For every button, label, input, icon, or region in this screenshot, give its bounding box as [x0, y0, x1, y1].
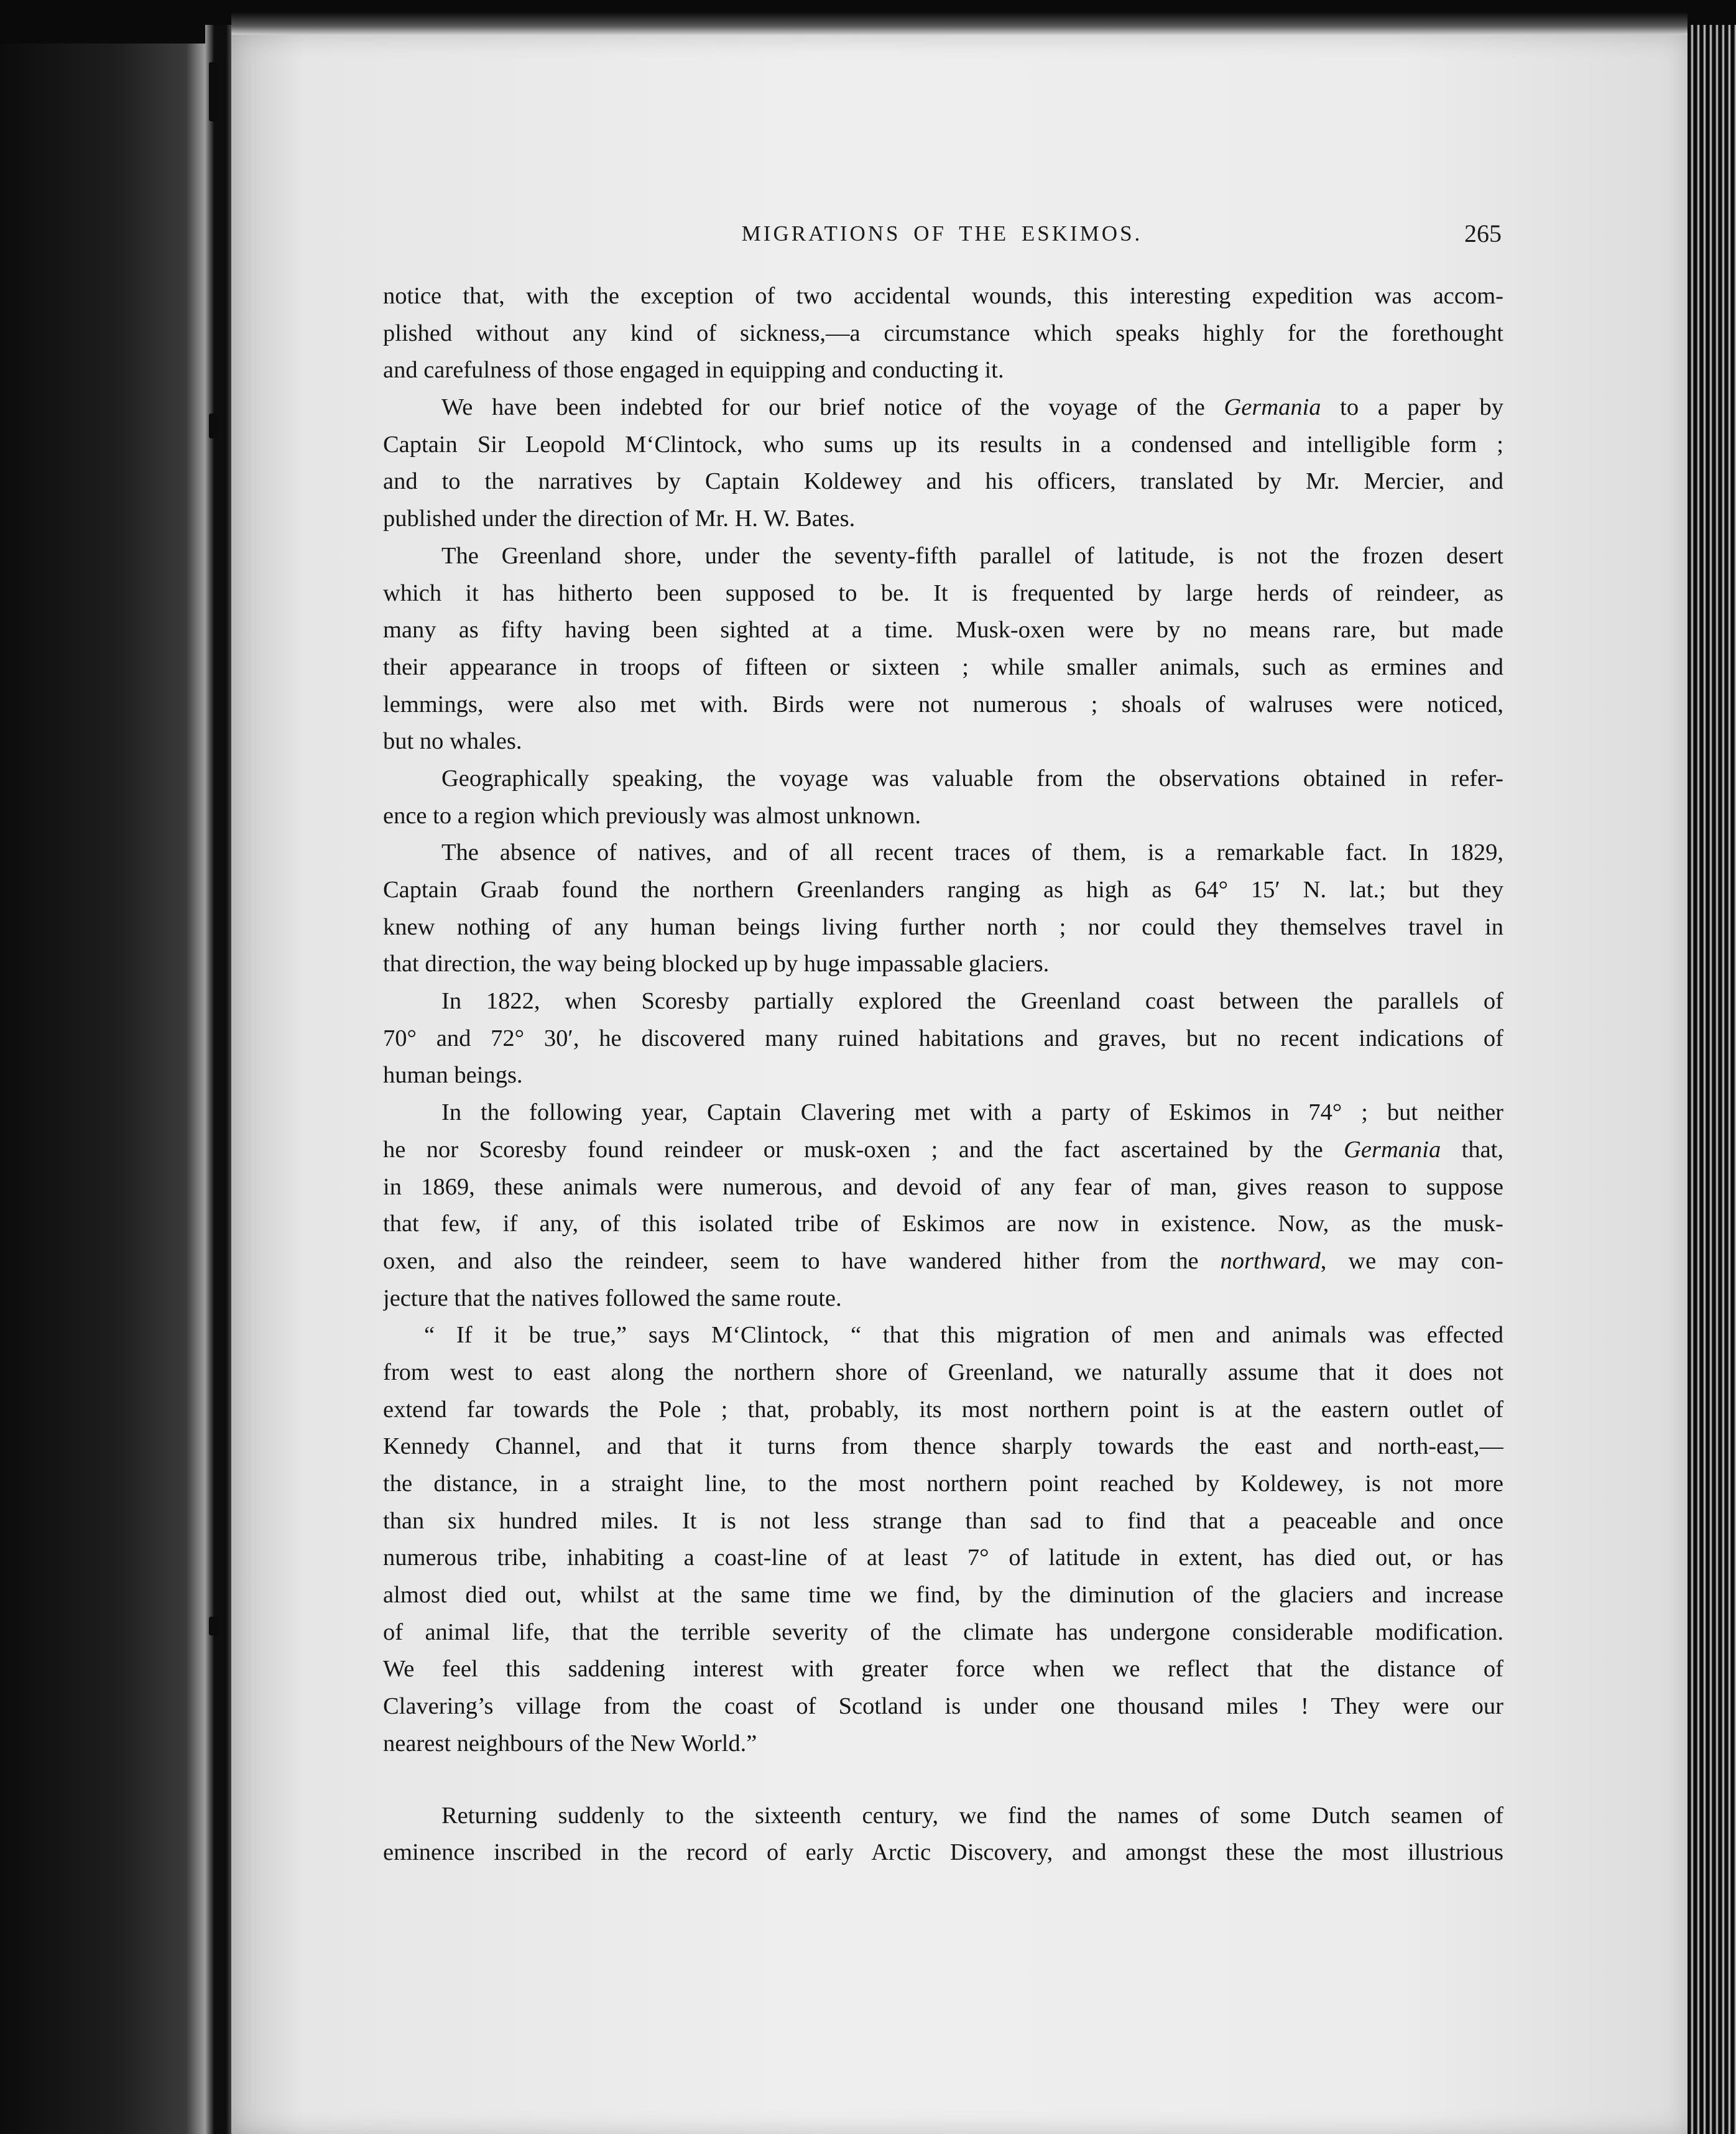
left-facing-page: [0, 44, 211, 2134]
text-line: We feel this saddening interest with greater force when we reflect that the distance of: [383, 1656, 1503, 1683]
text-line: that few, if any, of this isolated tribe of Eskimos are now in existence. Now, as the musk-: [383, 1211, 1503, 1237]
text-line: 70° and 72° 30′, he discovered many ruined habitations and graves, but no recent indications of: [383, 1025, 1503, 1051]
book-gutter: [205, 25, 235, 2134]
text-line: their appearance in troops of fifteen or sixteen ; while smaller animals, such as ermines and: [383, 654, 1503, 680]
text-line: many as fifty having been sighted at a time. Musk-oxen were by no means rare, but made: [383, 617, 1503, 644]
page-number: 265: [1464, 219, 1502, 247]
text-line: oxen, and also the reindeer, seem to have wandered hither from the northward, we may con-: [383, 1247, 1503, 1274]
binding-thread-mark: [209, 1617, 218, 1635]
text-line: In the following year, Captain Clavering met with a party of Eskimos in 74° ; but neither: [441, 1099, 1503, 1126]
binding-thread-mark: [209, 62, 218, 121]
page-header: [382, 221, 1502, 259]
text-line: The absence of natives, and of all recent traces of them, is a remarkable fact. In 1829,: [441, 839, 1503, 866]
text-line: plished without any kind of sickness,—a circumstance which speaks highly for the forethought: [383, 320, 1503, 346]
text-line: knew nothing of any human beings living further north ; nor could they themselves travel in: [383, 913, 1503, 940]
text-line: and to the narratives by Captain Koldewey and his officers, translated by Mr. Mercier, and: [383, 468, 1503, 495]
text-line: “ If it be true,” says M‘Clintock, “ that this migration of men and animals was effected: [424, 1322, 1503, 1349]
text-line: Captain Graab found the northern Greenlanders ranging as high as 64° 15′ N. lat.; but they: [383, 877, 1503, 903]
text-line: numerous tribe, inhabiting a coast-line of at least 7° of latitude in extent, has died out, or has: [383, 1545, 1503, 1571]
text-line: extend far towards the Pole ; that, probably, its most northern point is at the eastern outlet of: [383, 1396, 1503, 1423]
text-line: but no whales.: [383, 728, 522, 755]
body-text: [383, 278, 1503, 1872]
text-line: Kennedy Channel, and that it turns from thence sharply towards the east and north-east,—: [383, 1433, 1503, 1460]
text-line: eminence inscribed in the record of early Arctic Discovery, and amongst these the most illustrious: [383, 1839, 1503, 1866]
text-line: Captain Sir Leopold M‘Clintock, who sums up its results in a condensed and intelligible form ;: [383, 431, 1503, 458]
text-line: from west to east along the northern shore of Greenland, we naturally assume that it does not: [383, 1359, 1503, 1385]
running-head: MIGRATIONS OF THE ESKIMOS.: [741, 221, 1143, 246]
text-line: that direction, the way being blocked up by huge impassable glaciers.: [383, 951, 1050, 977]
text-line: We have been indebted for our brief notice of the voyage of the Germania to a paper by: [441, 394, 1503, 421]
text-line: and carefulness of those engaged in equipping and conducting it.: [383, 357, 1004, 384]
text-line: in 1869, these animals were numerous, and devoid of any fear of man, gives reason to suppose: [383, 1173, 1503, 1200]
text-line: published under the direction of Mr. H. W. Bates.: [383, 506, 856, 532]
text-line: than six hundred miles. It is not less strange than sad to find that a peaceable and once: [383, 1507, 1503, 1534]
text-line: notice that, with the exception of two accidental wounds, this interesting expedition was accom-: [383, 283, 1503, 309]
text-line: Geographically speaking, the voyage was valuable from the observations obtained in refer-: [441, 765, 1503, 792]
page-top-edge: [231, 12, 1688, 35]
text-line: lemmings, were also met with. Birds were not numerous ; shoals of walruses were noticed,: [383, 691, 1503, 718]
text-line: of animal life, that the terrible severity of the climate has undergone considerable modification.: [383, 1619, 1503, 1645]
text-line: In 1822, when Scoresby partially explored the Greenland coast between the parallels of: [441, 988, 1503, 1015]
page-stack-edges: [1688, 25, 1736, 2134]
text-line: he nor Scoresby found reindeer or musk-oxen ; and the fact ascertained by the Germania that,: [383, 1136, 1503, 1163]
text-line: The Greenland shore, under the seventy-fifth parallel of latitude, is not the frozen desert: [441, 542, 1503, 569]
text-line: Clavering’s village from the coast of Scotland is under one thousand miles ! They were our: [383, 1693, 1503, 1720]
text-line: which it has hitherto been supposed to be. It is frequented by large herds of reindeer, as: [383, 580, 1503, 606]
paragraph-gap: [383, 1763, 1503, 1798]
text-line: jecture that the natives followed the same route.: [383, 1285, 842, 1311]
text-line: nearest neighbours of the New World.”: [383, 1730, 757, 1757]
text-line: human beings.: [383, 1062, 523, 1089]
binding-thread-mark: [209, 413, 218, 438]
text-line: Returning suddenly to the sixteenth century, we find the names of some Dutch seamen of: [441, 1802, 1503, 1829]
text-line: almost died out, whilst at the same time we find, by the diminution of the glaciers and increase: [383, 1582, 1503, 1609]
text-line: ence to a region which previously was almost unknown.: [383, 802, 921, 829]
text-line: the distance, in a straight line, to the most northern point reached by Koldewey, is not more: [383, 1471, 1503, 1497]
